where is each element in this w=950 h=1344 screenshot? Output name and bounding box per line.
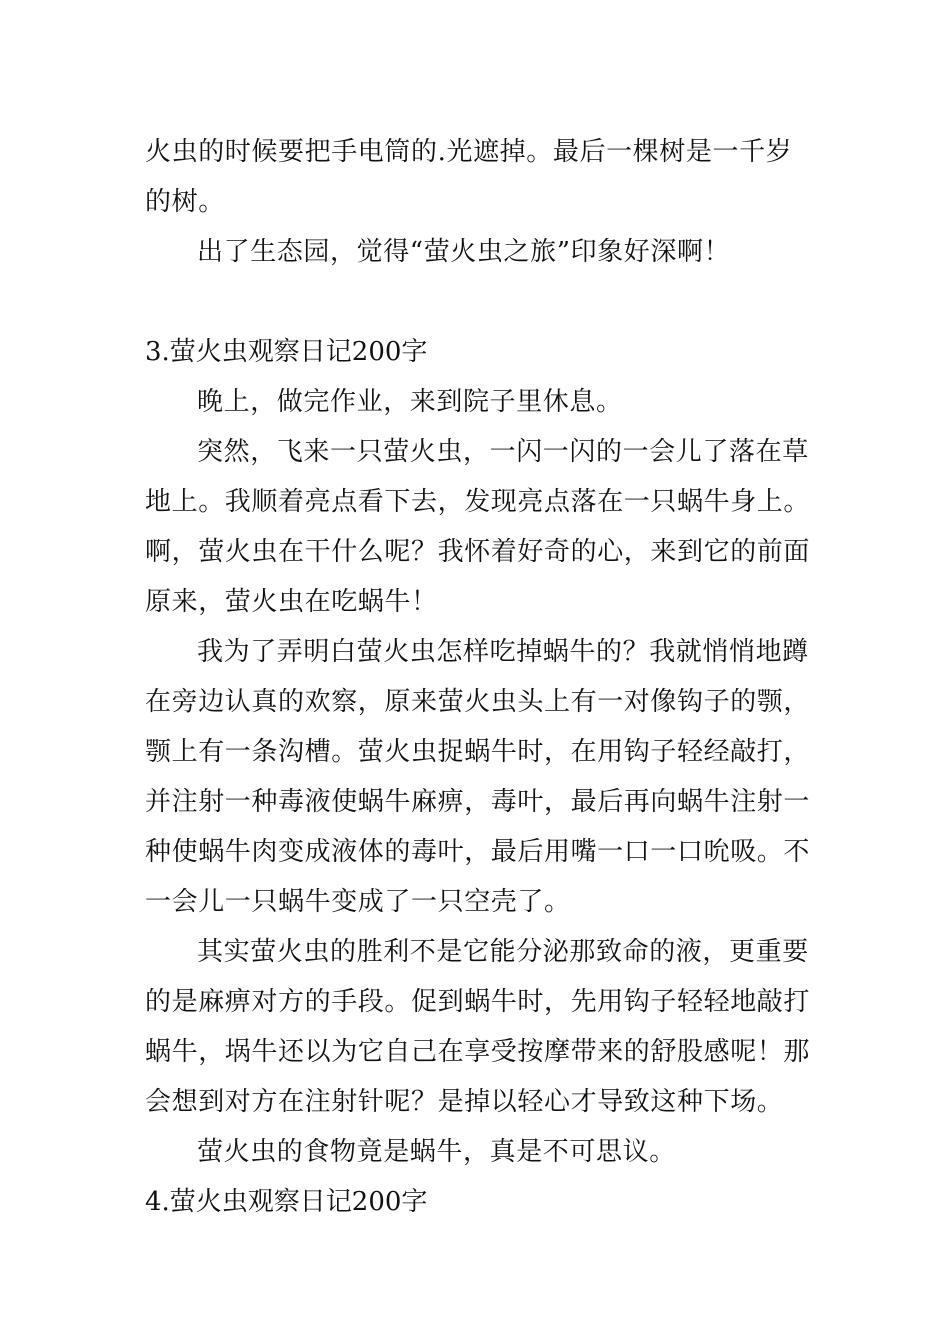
section-3-paragraph-4: 其实萤火虫的胜利不是它能分泌那致命的液，更重要的是麻痹对方的手段。促到蜗牛时，先用钩子轻轻地敲打蜗牛，埚牛还以为它自己在享受按摩带来的舒股感呢！那会想到对方在注射针呢？是掉以轻心才导致这种下场。 (145, 937, 811, 1117)
section-4-heading: 4.萤火虫观察日记200字 (145, 1187, 428, 1217)
section-3-paragraph-3: 我为了弄明白萤火虫怎样吃掉蜗牛的？我就悄悄地蹲在旁边认真的欢察，原来萤火虫头上有一对像钩子的颚，颚上有一条沟槽。萤火虫捉蜗牛时，在用钩子轻经敲打，并注射一种毒液使蜗牛麻痹，毒叶，最后再向蜗牛注射一种使蜗牛肉变成液体的毒叶，最后用嘴一口一口吮吸。不一会儿一只蜗牛变成了一只空壳了。 (145, 637, 811, 917)
section-3-heading: 3.萤火虫观察日记200字 (145, 337, 428, 367)
section-3-paragraph-1: 晚上，做完作业，来到院子里休息。 (197, 387, 623, 417)
document-body (145, 127, 810, 1227)
paragraph-intro-2: 出了生态园，觉得“萤火虫之旅”印象好深啊！ (197, 237, 731, 267)
section-3-paragraph-5: 萤火虫的食物竟是蜗牛，真是不可思议。 (197, 1137, 676, 1167)
paragraph-intro-1: 火虫的时候要把手电筒的.光遮掉。最后一棵树是一千岁的树。 (145, 137, 793, 217)
section-3-paragraph-2: 突然，飞来一只萤火虫，一闪一闪的一会儿了落在草地上。我顺着亮点看下去，发现亮点落在一只蜗牛身上。啊，萤火虫在干什么呢？我怀着好奇的心，来到它的前面原来，萤火虫在吃蜗牛！ (145, 437, 811, 617)
section-spacer (145, 277, 810, 327)
